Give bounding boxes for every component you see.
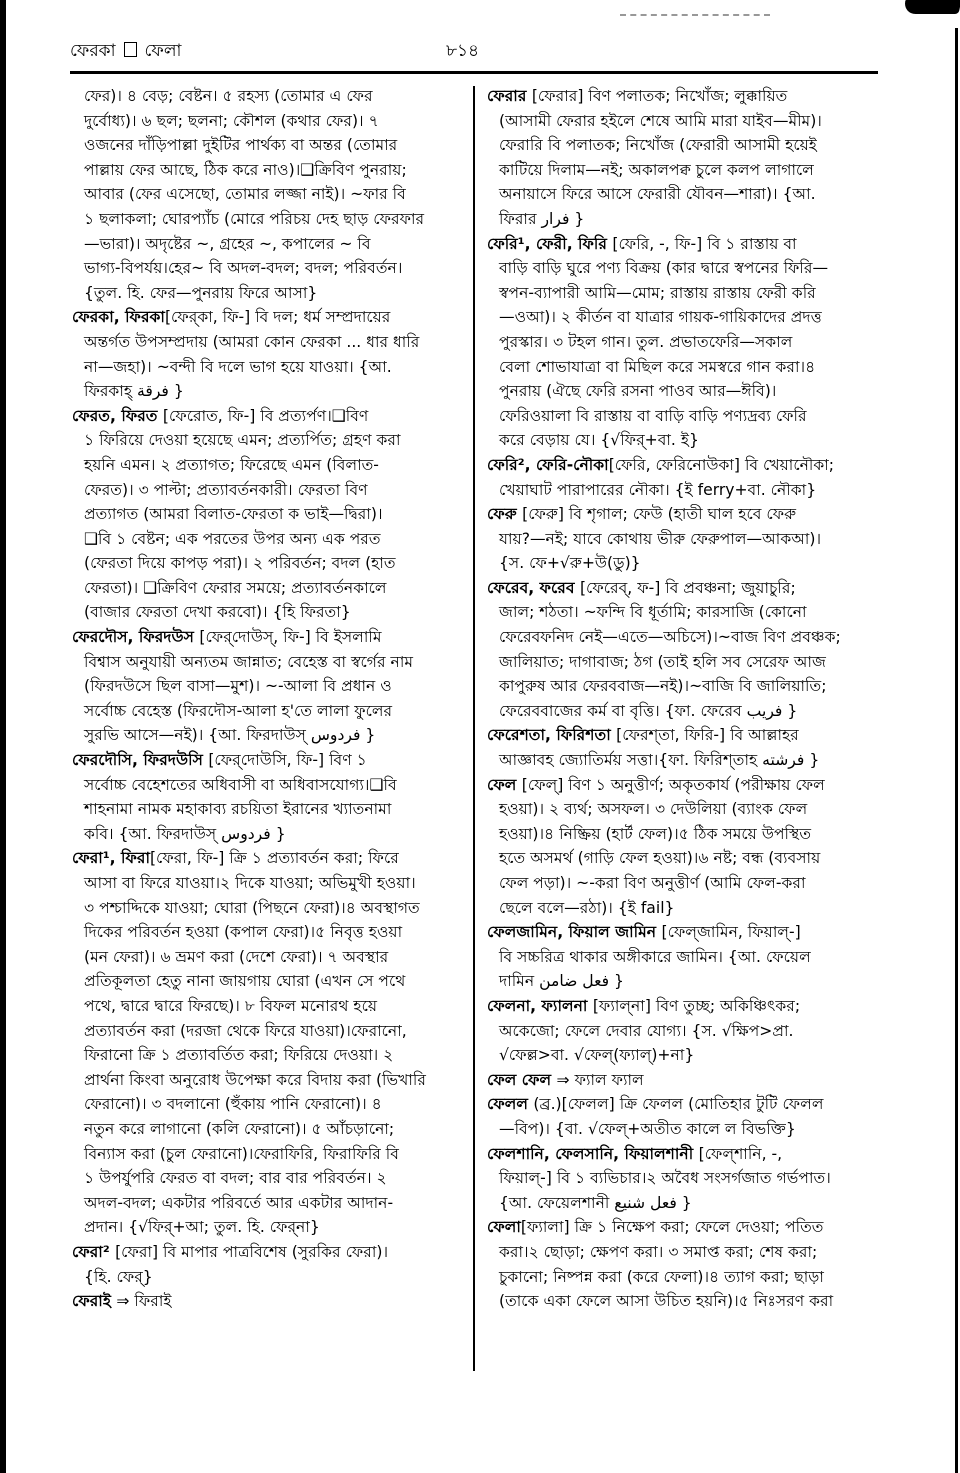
entry-line: করা।২ ছোড়া; ক্ষেপণ করা। ৩ সমাপ্ত করা; শেষ করা; [499, 1242, 818, 1261]
entry-headline: ফেলজামিন, ফিয়াল জামিন [ফেল্‌জামিন, ফিয়াল্‌-] [487, 923, 801, 942]
dictionary-entry [72, 1240, 472, 1289]
dictionary-entry [72, 846, 472, 1240]
entry-line: ১ ফিরিয়ে দেওয়া হয়েছে এমন; প্রত্যর্পিত; গ্রহণ করা [84, 431, 401, 450]
dictionary-entry [72, 1289, 472, 1314]
headword: ফেরু [487, 505, 523, 524]
entry-line: (বাজার ফেরতা দেখা করবো)। {হি ফিরতা} [84, 603, 351, 622]
left-column [72, 84, 472, 1314]
headword: ফেরকা, ফিরকা [72, 308, 165, 327]
entry-line: সুরভি আসে—নই)। {আ. ফিরদাউস্‌ فردوس } [84, 726, 376, 745]
entry-line: ভাগ্য-বিপর্যয়।হের~ বি অদল-বদল; বদল; পরিবর্তন। [84, 259, 403, 278]
dictionary-entry [487, 994, 879, 1068]
column-divider [473, 86, 475, 1371]
dictionary-entry [487, 1215, 879, 1313]
entry-line: পাল্লায় ফের আছে, ঠিক করে নাও)।❑ক্রিবিণ পুনরায়; [84, 160, 407, 179]
entry-line: প্রতিকূলতা হেতু নানা জায়গায় ঘোরা (এখন সে পথে [84, 972, 406, 991]
headword: ফেরদৌস, ফিরদউস [72, 628, 200, 647]
entry-line: কাপুরুষ আর ফেরববাজ—নই)।~বাজি বি জালিয়াতি; [499, 677, 827, 696]
entry-line: ফিরার فرار } [499, 209, 585, 228]
scan-artifact [620, 14, 770, 18]
entry-line: √ফেল্ল>বা. √ফেল্‌(ফ্যাল্‌)+না} [499, 1046, 695, 1065]
entry-line: হওয়া)। ২ ব্যর্থ; অসফল। ৩ দেউলিয়া (ব্যাংক ফেল [499, 800, 808, 819]
entry-line: বিন্যাস করা (চুল ফেরানো)।ফেরাফিরি, ফিরাফিরি বি [84, 1144, 399, 1163]
dictionary-entry [487, 453, 879, 502]
entry-headline: ফেল [ফেল্‌] বিণ ১ অনুত্তীর্ণ; অকৃতকার্য (পরীক্ষায় ফেল [487, 775, 825, 794]
headword: ফেলশানি, ফেলসানি, ফিয়ালশানী [487, 1144, 699, 1163]
entry-headline: ফেরাই ⇒ ফিরাই [72, 1292, 172, 1311]
headword: ফেরাই [72, 1292, 117, 1311]
dictionary-entry [487, 576, 879, 724]
headword: ফেরদৌসি, ফিরদউসি [72, 751, 209, 770]
headword: ফেরার [487, 87, 532, 105]
entry-line: কবি। {আ. ফিরদাউস্‌ فردوس } [84, 824, 286, 843]
running-head [70, 38, 181, 66]
entry-line: আবার (ফের এসেছো, তোমার লজ্জা নাই)। ~ফার বি [84, 185, 406, 204]
entry-line: ফেরারি বি পলাতক; নিখোঁজ (ফেরারী আসামী হয়েই [499, 136, 817, 155]
entry-headline: ফেলল (ব্র.)[ফেলল] ক্রি ফেলল (মোতিহার টুটি ফেলল [487, 1095, 824, 1114]
entry-headline: ফেরকা, ফিরকা[ফের্‌কা, ফি-] বি দল; ধর্ম সম্প্রদায়ের [72, 308, 391, 327]
entry-line: ফেল পড়া)। ~-করা বিণ অনুত্তীর্ণ (আমি ফেল-করা [499, 874, 806, 892]
entry-line: {স. ফে+√রু+উ(ডু)} [499, 554, 641, 573]
entry-line: করে বেড়ায় যে। {√ফির্‌+বা. ই} [499, 431, 699, 450]
entry-line: সর্বোচ্চ বেহেস্ত (ফিরদৌস-আলা হ'তে লালা ফুলের [84, 701, 393, 720]
headword: ফেলজামিন, ফিয়াল জামিন [487, 923, 662, 942]
entry-line: বিশ্বাস অনুযায়ী অন্যতম জান্নাত; বেহেস্ত বা স্বর্গের নাম [84, 652, 413, 671]
entry-line: ৩ পশ্চাদ্দিকে যাওয়া; ঘোরা (পিছনে ফেরা)।৪ অবস্থাগত [84, 898, 420, 917]
entry-line: দিকের পরিবর্তন হওয়া (কপাল ফেরা)।৫ নিবৃত্ত হওয়া [84, 923, 403, 942]
entry-line: প্রত্যাগত (আমরা বিলাত-ফেরতা ক ভাই—দ্বিরা)। [84, 505, 383, 524]
headword: ফেরা¹, ফিরা [72, 849, 150, 868]
headword: ফেলল [487, 1095, 534, 1114]
entry-headline: ফেল ফেল ⇒ ফ্যাল ফ্যাল [487, 1070, 644, 1089]
entry-headline: ফেলনা, ফ্যালনা [ফ্যাল্‌না] বিণ তুচ্ছ; অকিঞ্চিৎকর; [487, 996, 801, 1015]
page-border-right [955, 28, 958, 1473]
entry-line: ফেরেববাজের কর্ম বা বৃত্তি। {ফা. ফেরেব فریب } [499, 701, 798, 720]
headword: ফেরি¹, ফেরী, ফিরি [487, 234, 613, 253]
right-column [487, 84, 879, 1314]
entry-line: নতুন করে লাগানো (কলি ফেরানো)। ৫ আঁচড়ানো; [84, 1119, 395, 1138]
dictionary-entry [72, 84, 472, 305]
entry-line: প্রদান। {√ফির্‌+আ; তুল. হি. ফের্‌না} [84, 1218, 320, 1237]
entry-headline: ফেরি², ফেরি-নৌকা[ফেরি, ফেরিনোউকা] বি খেয়ানৌকা; [487, 455, 835, 474]
headword: ফেলা [487, 1218, 521, 1237]
guide-word-last: ফেলা [144, 41, 182, 61]
entry-line: প্রত্যাবর্তন করা (দরজা থেকে ফিরে যাওয়া)।ফেরানো, [84, 1021, 407, 1040]
entry-headline: ফেরত, ফিরত [ফেরোত, ফি-] বি প্রত্যর্পণ।❑বিণ [72, 406, 369, 425]
entry-headline: ফেরা² [ফেরা] বি মাপার পাত্রবিশেষ (সুরকির ফেরা)। [72, 1242, 389, 1261]
entry-line: ❑বি ১ বেষ্টন; এক পরতের উপর অন্য এক পরত [84, 529, 381, 548]
entry-headline: ফেরু [ফেরু] বি শৃগাল; ফেউ (হাতী ঘাল হবে ফেরু [487, 505, 797, 524]
headword: ফেরেশতা, ফিরিশতা [487, 726, 617, 745]
dictionary-entry [487, 1142, 879, 1216]
dictionary-entry [487, 1092, 879, 1141]
guide-word-first: ফেরকা [70, 41, 116, 61]
entry-line: পুরস্কার। ৩ টহল গান। তুল. প্রভাতফেরি—সকাল [499, 332, 793, 351]
entry-line: ওজনের দাঁড়িপাল্লা দুইটির পার্থক্য বা অন্তর (তোমার [84, 136, 398, 155]
entry-line: দামিন فعل ضامن } [499, 972, 624, 991]
page-header [70, 38, 910, 66]
entry-line: না—জহা)। ~বন্দী বি দলে ভাগ হয়ে যাওয়া। {আ. [84, 357, 392, 376]
entry-line: ১ উপর্যুপরি ফেরত বা বদল; বার বার পরিবর্তন। ২ [84, 1169, 387, 1188]
page-border-left [0, 0, 6, 1473]
entry-line: বেলা শোভাযাত্রা বা মিছিল করে সমস্বরে গান করা।৪ [499, 357, 816, 376]
entry-line: ফেরত)। ৩ পাল্টা; প্রত্যাবর্তনকারী। ফেরতা বিণ [84, 480, 368, 499]
entry-line: হতে অসমর্থ (গাড়ি ফেল হওয়া)।৬ নষ্ট; বন্ধ (ব্যবসায় [499, 849, 821, 868]
entry-line: ১ ছলাকলা; ঘোরপ্যাঁচ (মোরে পরিচয় দেহ ছাড় ফেরফার [84, 209, 425, 228]
entry-line: ফেরতা)। ❑ক্রিবিণ ফেরার সময়ে; প্রত্যাবর্তনকালে [84, 578, 387, 597]
entry-line: (তাকে একা ফেলে আসা উচিত হয়নি)।৫ নিঃসরণ করা [499, 1292, 834, 1311]
entry-headline: ফেরার [ফেরার] বিণ পলাতক; নিখোঁজ; লুক্কায়িত [487, 87, 788, 105]
entry-line: কাটিয়ে দিলাম—নই; অকালপক্ব চুলে কলপ লাগালে [499, 160, 814, 179]
entry-line: —ওআ)। ২ কীর্তন বা যাত্রার গায়ক-গায়িকাদের প্রদত্ত [499, 308, 822, 327]
entry-line: সর্বোচ্চ বেহেশতের অধিবাসী বা অধিবাসযোগ্য।❑বি [84, 775, 397, 794]
dictionary-entry [487, 773, 879, 921]
entry-line: {হি. ফের্‌} [84, 1267, 153, 1286]
headword: ফেরত, ফিরত [72, 406, 163, 425]
dictionary-entry [487, 723, 879, 772]
entry-line: বাড়ি বাড়ি ঘুরে পণ্য বিক্রয় (কার দ্বারে স্বপনের ফিরি— [499, 259, 829, 278]
entry-headline: ফেরি¹, ফেরী, ফিরি [ফেরি, -, ফি-] বি ১ রাস্তায় বা [487, 234, 797, 253]
entry-line: স্বপন-ব্যাপারী আমি—মোম; রাস্তায় রাস্তায় ফেরী করি [499, 283, 816, 302]
dictionary-entry [72, 404, 472, 625]
entry-headline: ফের)। ৪ বেড়; বেষ্টন। ৫ রহস্য (তোমার এ ফের [84, 87, 373, 105]
entry-line: শাহনামা নামক মহাকাব্য রচয়িতা ইরানের খ্যাতনামা [84, 800, 392, 819]
entry-line: —ভারা)। অদৃষ্টের ~, গ্রহের ~, কপালের ~ বি [84, 234, 371, 253]
entry-line: পথে, দ্বারে দ্বারে ফিরছে)। ৮ বিফল মনোরথ হয়ে [84, 996, 378, 1015]
dictionary-entry [487, 502, 879, 576]
dictionary-entry [487, 232, 879, 453]
entry-line: পুনরায় (ঐছে ফেরি রসনা পাওব আর—ঈবি)। [499, 382, 777, 401]
entry-line: চুকানো; নিষ্পন্ন করা (করে ফেলা)।৪ ত্যাগ করা; ছাড়া [499, 1267, 824, 1286]
page-number: ৮১৪ [446, 41, 480, 61]
entry-line: অনায়াসে ফিরে আসে ফেরারী যৌবন—শারা)। {আ. [499, 185, 816, 204]
headword: ফেলনা, ফ্যালনা [487, 996, 593, 1015]
entry-line: ফেরেবফনিদ নেই—এতে—অচিসে)।~বাজ বিণ প্রবঞ্চক; [499, 628, 841, 647]
entry-headline: ফেরেব, ফরেব [ফেরেব্‌, ফ-] বি প্রবঞ্চনা; জুয়াচুরি; [487, 578, 796, 597]
entry-headline: ফেরা¹, ফিরা[ফেরা, ফি-] ক্রি ১ প্রত্যাবর্তন করা; ফিরে [72, 849, 399, 868]
entry-headline: ফেরেশতা, ফিরিশতা [ফেরশ্‌তা, ফিরি-] বি আল্লাহর [487, 726, 799, 745]
separator-box-icon [124, 42, 137, 57]
scan-smudge [903, 0, 960, 14]
entry-line: আসা বা ফিরে যাওয়া।২ দিকে যাওয়া; অভিমুখী হওয়া। [84, 874, 416, 892]
entry-line: প্রার্থনা কিংবা অনুরোধ উপেক্ষা করে বিদায় করা (ভিখারি [84, 1070, 426, 1089]
entry-line: ছেলে বলে—রঠা)। {ই fail} [499, 898, 675, 917]
header-rule [70, 71, 878, 74]
entry-line: ফেরানো)। ৩ বদলানো (হুঁকায় পানি ফেরানো)। ৪ [84, 1095, 382, 1114]
entry-line: হয়নি এমন। ২ প্রত্যাগত; ফিরেছে এমন (বিলাত- [84, 455, 379, 474]
headword: ফেল [487, 775, 522, 794]
entry-line: (আসামী ফেরার হইলে শেষে আমি মারা যাইব—মীম)। [499, 111, 822, 130]
entry-line: জালিয়াত; দাগাবাজ; ঠগ (তাই হলি সব সেরেফ আজ [499, 652, 827, 671]
dictionary-entry [72, 305, 472, 403]
dictionary-entry [487, 920, 879, 994]
entry-headline: ফেরদৌস, ফিরদউস [ফের্‌দোউস্‌, ফি-] বি ইসলামি [72, 628, 382, 647]
entry-line: অকেজো; ফেলে দেবার যোগ্য। {স. √ক্ষিপ>প্রা. [499, 1021, 794, 1040]
entry-line: আজ্ঞাবহ জ্যোতির্ময় সত্তা।{ফা. ফিরিশ্‌তাহ فرشته } [499, 751, 820, 770]
entry-line: যায়?—নই; যাবে কোথায় ভীরু ফেরুপাল—আকআ)। [499, 529, 822, 548]
entry-line: (ফিরদউসে ছিল বাসা—মুশ)। ~-আলা বি প্রধান ও [84, 677, 392, 696]
entry-line: {আ. ফেয়েলশানী فعل شنيع } [499, 1193, 692, 1212]
headword: ফেল ফেল [487, 1070, 557, 1089]
entry-line: হওয়া)।৪ নিষ্ক্রিয় (হার্ট ফেল)।৫ ঠিক সময়ে উপস্থিত [499, 824, 812, 843]
dictionary-entry [72, 625, 472, 748]
entry-line: খেয়াঘাট পারাপারের নৌকা। {ই ferry+বা. নৌকা} [499, 480, 817, 499]
entry-line: ফিরকাহ্‌ فرقة } [84, 382, 184, 401]
entry-line: অদল-বদল; একটার পরিবর্তে আর একটার আদান- [84, 1193, 394, 1212]
entry-line: ফিয়াল্‌-] বি ১ ব্যভিচার।২ অবৈধ সংসর্গজাত গর্ভপাত। [499, 1169, 831, 1188]
entry-line: —বিপ)। {বা. √ফেল্‌+অতীত কালে ল বিভক্তি} [499, 1119, 796, 1138]
headword: ফেরা² [72, 1242, 116, 1261]
entry-line: ফিরানো ক্রি ১ প্রত্যাবর্তিত করা; ফিরিয়ে দেওয়া। ২ [84, 1046, 394, 1065]
entry-line: জাল; শঠতা। ~ফন্দি বি ধূর্তামি; কারসাজি (কোনো [499, 603, 807, 622]
headword: ফেরেব, ফরেব [487, 578, 580, 597]
dictionary-entry [487, 84, 879, 232]
entry-headline: ফেলা[ফ্যালা] ক্রি ১ নিক্ষেপ করা; ফেলে দেওয়া; পতিত [487, 1218, 824, 1237]
entry-headline: ফেলশানি, ফেলসানি, ফিয়ালশানী [ফেল্‌শানি, -, [487, 1144, 783, 1163]
entry-line: ফেরিওয়ালা বি রাস্তায় বা বাড়ি বাড়ি পণ্যদ্রব্য ফেরি [499, 406, 807, 425]
entry-headline: ফেরদৌসি, ফিরদউসি [ফের্‌দোউসি, ফি-] বিণ ১ [72, 751, 367, 770]
entry-line: (ফেরতা দিয়ে কাপড় পরা)। ২ পরিবর্তন; বদল (হাত [84, 554, 396, 573]
entry-line: বি সচ্চরিত্র থাকার অঙ্গীকারে জামিন। {আ. ফেয়েল [499, 947, 811, 966]
entry-line: দুর্বোধ্য)। ৬ ছল; ছলনা; কৌশল (কথার ফের)। ৭ [84, 111, 379, 130]
headword: ফেরি², ফেরি-নৌকা [487, 455, 609, 474]
entry-line: অন্তর্গত উপসম্প্রদায় (আমরা কোন ফেরকা ... ধার ধারি [84, 332, 420, 351]
entry-line: {তুল. হি. ফের—পুনরায় ফিরে আসা} [84, 283, 318, 302]
dictionary-entry [487, 1068, 879, 1093]
entry-line: (মন ফেরা)। ৬ ভ্রমণ করা (দেশে ফেরা)। ৭ অবস্থার [84, 947, 389, 966]
dictionary-entry [72, 748, 472, 846]
